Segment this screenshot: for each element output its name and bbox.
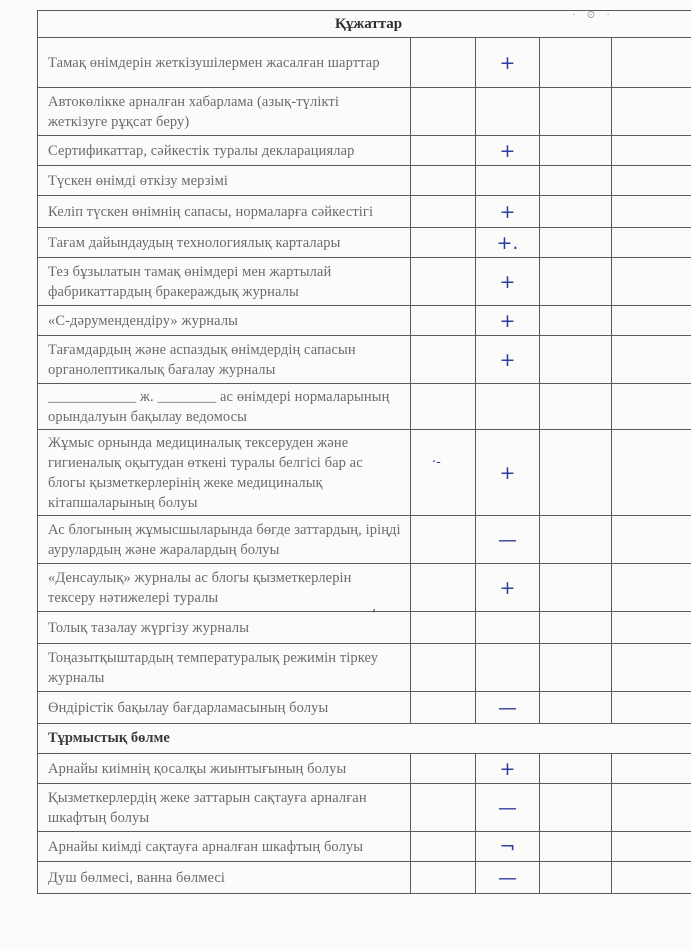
cell — [540, 228, 612, 258]
cell — [540, 196, 612, 228]
cell — [540, 692, 612, 724]
cell — [411, 136, 476, 166]
cell — [612, 136, 691, 166]
cell — [411, 336, 476, 384]
handwritten-mark: — — [476, 784, 540, 832]
cell — [411, 692, 476, 724]
cell — [540, 862, 612, 894]
cell — [411, 384, 476, 430]
handwritten-mark — [476, 88, 540, 136]
table-row — [38, 38, 691, 88]
handwritten-mark: + — [476, 306, 540, 336]
table-row — [38, 644, 691, 692]
cell — [540, 564, 612, 612]
cell — [612, 258, 691, 306]
cell — [540, 136, 612, 166]
cell — [612, 430, 691, 516]
row-label: Түскен өнімді өткізу мерзімі — [38, 166, 411, 196]
cell — [540, 832, 612, 862]
cell — [612, 166, 691, 196]
ink-stray-mark: , — [372, 600, 377, 615]
scan-artifact: · ⊙ · — [572, 9, 615, 21]
handwritten-mark: + — [476, 258, 540, 306]
table-row — [38, 612, 691, 644]
cell — [411, 306, 476, 336]
table-row — [38, 384, 691, 430]
table-row — [38, 306, 691, 336]
row-label: Тамақ өнімдерін жеткізушілермен жасалған шарттар — [38, 38, 411, 88]
table-row — [38, 258, 691, 306]
cell — [540, 166, 612, 196]
section-title-documents: Құжаттар — [38, 11, 691, 38]
cell — [612, 384, 691, 430]
row-label: Душ бөлмесі, ванна бөлмесі — [38, 862, 411, 894]
table-row — [38, 784, 691, 832]
cell — [612, 38, 691, 88]
cell — [411, 564, 476, 612]
row-label: Тез бұзылатын тамақ өнімдері мен жартылай фабрикаттардың бракераждық журналы — [38, 258, 411, 306]
handwritten-mark: + — [476, 38, 540, 88]
handwritten-mark — [476, 166, 540, 196]
handwritten-mark: + — [476, 754, 540, 784]
cell — [540, 644, 612, 692]
row-label: «Денсаулық» журналы ас блогы қызметкерлерін тексеру нәтижелері туралы — [38, 564, 411, 612]
cell — [540, 306, 612, 336]
cell — [411, 754, 476, 784]
handwritten-mark: + — [476, 430, 540, 516]
table-row — [38, 136, 691, 166]
cell — [540, 754, 612, 784]
cell — [612, 306, 691, 336]
cell — [612, 862, 691, 894]
handwritten-mark: + — [476, 336, 540, 384]
cell — [411, 612, 476, 644]
cell — [612, 832, 691, 862]
table-row — [38, 564, 691, 612]
cell — [411, 784, 476, 832]
cell — [411, 516, 476, 564]
cell — [612, 754, 691, 784]
cell — [612, 196, 691, 228]
cell — [411, 88, 476, 136]
row-label: Тоңазытқыштардың температуралық режимін тіркеу журналы — [38, 644, 411, 692]
checklist-table — [37, 10, 691, 894]
cell — [540, 336, 612, 384]
cell — [612, 228, 691, 258]
row-label: Толық тазалау жүргізу журналы — [38, 612, 411, 644]
table-row — [38, 336, 691, 384]
cell — [612, 336, 691, 384]
cell — [540, 612, 612, 644]
cell — [411, 430, 476, 516]
section-row — [38, 724, 691, 754]
table-row — [38, 88, 691, 136]
handwritten-mark — [476, 384, 540, 430]
cell — [411, 644, 476, 692]
row-label: «С-дәрумендендіру» журналы — [38, 306, 411, 336]
row-label: Ас блогының жұмысшыларында бөгде заттардың, іріңді аурулардың және жаралардың болуы — [38, 516, 411, 564]
ink-stray-mark: ·‐ — [432, 455, 441, 470]
row-label: Тағамдардың және аспаздық өнімдердің сапасын органолептикалық бағалау журналы — [38, 336, 411, 384]
cell — [411, 166, 476, 196]
row-label: Сертификаттар, сәйкестік туралы декларациялар — [38, 136, 411, 166]
handwritten-mark: + — [476, 196, 540, 228]
cell — [612, 644, 691, 692]
row-label: Өндірістік бақылау бағдарламасының болуы — [38, 692, 411, 724]
table-row — [38, 832, 691, 862]
cell — [411, 258, 476, 306]
table-row — [38, 692, 691, 724]
table-row — [38, 516, 691, 564]
cell — [612, 516, 691, 564]
cell — [612, 692, 691, 724]
cell — [411, 832, 476, 862]
table-row — [38, 196, 691, 228]
row-label: Тағам дайындаудың технологиялық карталары — [38, 228, 411, 258]
row-label: Жұмыс орнында медициналық тексеруден және гигиеналық оқытудан өткені туралы белгісі бар ас блогы қызметкерлерінің жеке медициналық кітапшаларының болуы — [38, 430, 411, 516]
cell — [411, 228, 476, 258]
cell — [612, 564, 691, 612]
cell — [540, 258, 612, 306]
cell — [540, 88, 612, 136]
section-title-household-room: Тұрмыстық бөлме — [38, 724, 691, 754]
cell — [540, 784, 612, 832]
row-label: ____________ ж. ________ ас өнімдері нормаларының орындалуын бақылау ведомосы — [38, 384, 411, 430]
cell — [612, 612, 691, 644]
handwritten-mark: + — [476, 564, 540, 612]
table-row — [38, 166, 691, 196]
handwritten-mark: ¬ — [476, 832, 540, 862]
cell — [411, 38, 476, 88]
row-label: Қызметкерлердің жеке заттарын сақтауға арналған шкафтың болуы — [38, 784, 411, 832]
cell — [540, 384, 612, 430]
table-row — [38, 228, 691, 258]
handwritten-mark: + — [476, 136, 540, 166]
cell — [540, 516, 612, 564]
cell — [540, 430, 612, 516]
handwritten-mark — [476, 612, 540, 644]
cell — [612, 88, 691, 136]
row-label: Келіп түскен өнімнің сапасы, нормаларға сәйкестігі — [38, 196, 411, 228]
handwritten-mark — [476, 644, 540, 692]
row-label: Автокөлікке арналған хабарлама (азық-түлікті жеткізуге рұқсат беру) — [38, 88, 411, 136]
handwritten-mark: — — [476, 516, 540, 564]
handwritten-mark: +. — [476, 228, 540, 258]
cell — [411, 196, 476, 228]
cell — [411, 862, 476, 894]
table-row — [38, 430, 691, 516]
handwritten-mark: — — [476, 862, 540, 894]
cell — [612, 784, 691, 832]
header-row — [38, 11, 691, 38]
row-label: Арнайы киімді сақтауға арналған шкафтың болуы — [38, 832, 411, 862]
handwritten-mark: — — [476, 692, 540, 724]
table-row — [38, 754, 691, 784]
row-label: Арнайы киімнің қосалқы жиынтығының болуы — [38, 754, 411, 784]
cell — [540, 38, 612, 88]
table-row — [38, 862, 691, 894]
